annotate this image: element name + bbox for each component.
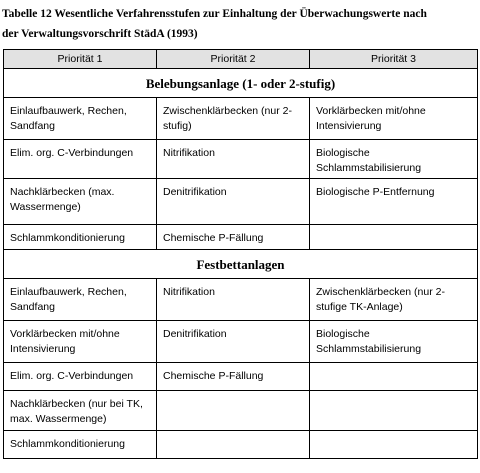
table-cell: Elim. org. C-Verbindungen [4,363,157,391]
table-row [4,279,478,321]
table-cell: Nachklärbecken (nur bei TK, max. Wassermenge) [4,391,157,431]
table-cell: Schlammkonditionierung [4,225,157,250]
table-cell [310,431,478,459]
table-cell [310,363,478,391]
column-header: Priorität 3 [310,50,478,69]
table-cell: Zwischenklärbecken (nur 2-stufig) [157,98,310,140]
table-row [4,225,478,250]
table-cell: Biologische P-Entfernung [310,179,478,225]
table-row [4,179,478,225]
table-cell: Biologische Schlammstabilisierung [310,140,478,179]
section-title: Belebungsanlage (1- oder 2-stufig) [4,69,478,98]
table-cell: Biologische Schlammstabilisierung [310,321,478,363]
section-row [4,69,478,98]
header-row [4,50,478,69]
table-cell [157,431,310,459]
table-cell: Chemische P-Fällung [157,363,310,391]
column-header: Priorität 1 [4,50,157,69]
table-row [4,391,478,431]
table-cell: Schlammkonditionierung [4,431,157,459]
table-row [4,140,478,179]
table-cell: Zwischenklärbecken (nur 2-stufige TK-Anlage) [310,279,478,321]
table-row [4,431,478,459]
table-cell: Nitrifikation [157,279,310,321]
table-cell: Nachklärbecken (max. Wassermenge) [4,179,157,225]
table-cell: Elim. org. C-Verbindungen [4,140,157,179]
table-cell: Nitrifikation [157,140,310,179]
section-row [4,250,478,279]
table-cell [310,225,478,250]
section-title: Festbettanlagen [4,250,478,279]
column-header: Priorität 2 [157,50,310,69]
table-caption [2,4,478,44]
table-cell: Denitrifikation [157,179,310,225]
table-cell: Chemische P-Fällung [157,225,310,250]
table-cell: Denitrifikation [157,321,310,363]
process-table [3,49,478,459]
table-row [4,321,478,363]
caption-line-2: der Verwaltungsvorschrift StädA (1993) [2,28,198,40]
table-cell: Vorklärbecken mit/ohne Intensivierung [4,321,157,363]
table-cell: Vorklärbecken mit/ohne Intensivierung [310,98,478,140]
table-row [4,363,478,391]
table-cell [310,391,478,431]
caption-line-1: Tabelle 12 Wesentliche Verfahrensstufen zur Einhaltung der Überwachungswerte nach [2,8,427,20]
table-cell: Einlaufbauwerk, Rechen, Sandfang [4,98,157,140]
table-cell: Einlaufbauwerk, Rechen, Sandfang [4,279,157,321]
table-row [4,98,478,140]
table-cell [157,391,310,431]
